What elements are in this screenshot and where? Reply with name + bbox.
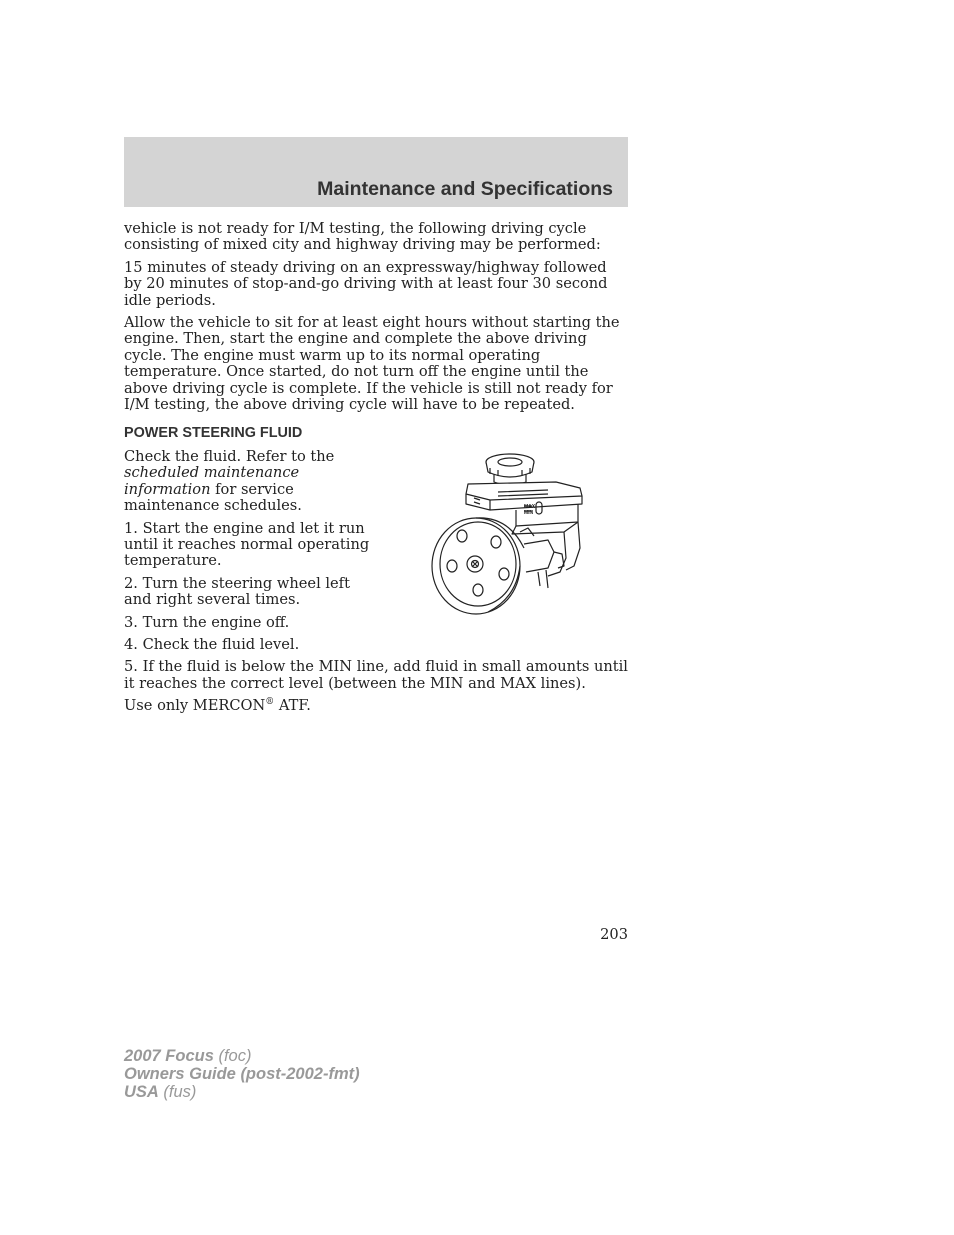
intro-paragraph-3: Allow the vehicle to sit for at least eight hours without starting the engine. Then, start the engine and complete the above driving cycle. The engine must warm up to its normal operating temperature. Once started, do not turn off the engine until the above driving cycle is complete. If the vehicle is still not ready for I/M testing, the above driving cycle will have to be repeated.	[124, 314, 620, 414]
maintenance-reference: scheduled maintenance information	[124, 464, 300, 498]
fluid-note	[124, 698, 628, 714]
footer-line-2	[124, 1065, 360, 1083]
section-header-bar	[124, 137, 628, 207]
check-text-pre: Check the fluid. Refer to the	[124, 447, 335, 465]
check-text-post: for service maintenance schedules.	[124, 480, 302, 515]
footer-model-code: (foc)	[213, 1047, 252, 1065]
intro-paragraph-2: 15 minutes of steady driving on an expressway/highway followed by 20 minutes of stop-and-go driving with at least four 30 second idle periods.	[124, 258, 608, 309]
step-2: 2. Turn the steering wheel left and right several times.	[124, 574, 350, 609]
registered-mark: ®	[265, 697, 275, 708]
power-steering-pump-illustration	[428, 448, 588, 618]
footer-market: USA	[124, 1083, 159, 1101]
step-1: 1. Start the engine and let it run until it reaches normal operating temperature.	[124, 519, 370, 570]
page-number: 203	[600, 926, 628, 943]
step-4: 4. Check the fluid level.	[124, 635, 300, 653]
footer-line-1	[124, 1047, 360, 1065]
section-heading: POWER STEERING FLUID	[124, 425, 303, 442]
fluid-note-pre: Use only MERCON	[124, 697, 266, 715]
document-footer	[124, 1047, 360, 1101]
pump-pulley-icon	[432, 518, 524, 614]
step-3: 3. Turn the engine off.	[124, 613, 290, 631]
footer-guide: Owners Guide (post-2002-fmt)	[124, 1065, 360, 1083]
fluid-note-post: ATF.	[274, 697, 311, 715]
page-title: Maintenance and Specifications	[317, 178, 613, 200]
footer-market-code: (fus)	[158, 1083, 197, 1101]
step-5: 5. If the fluid is below the MIN line, add fluid in small amounts until it reaches the correct level (between the MIN and MAX lines).	[124, 658, 628, 692]
max-label: MAX	[524, 504, 536, 510]
intro-paragraph-1: vehicle is not ready for I/M testing, the following driving cycle consisting of mixed city and highway driving may be performed:	[124, 220, 601, 254]
check-fluid-paragraph	[124, 449, 374, 515]
pump-fitting-icon	[520, 528, 564, 588]
min-label: MIN	[524, 510, 534, 516]
footer-model: 2007 Focus	[124, 1047, 214, 1065]
reservoir-cap-icon	[486, 454, 534, 485]
footer-line-3	[124, 1083, 360, 1101]
